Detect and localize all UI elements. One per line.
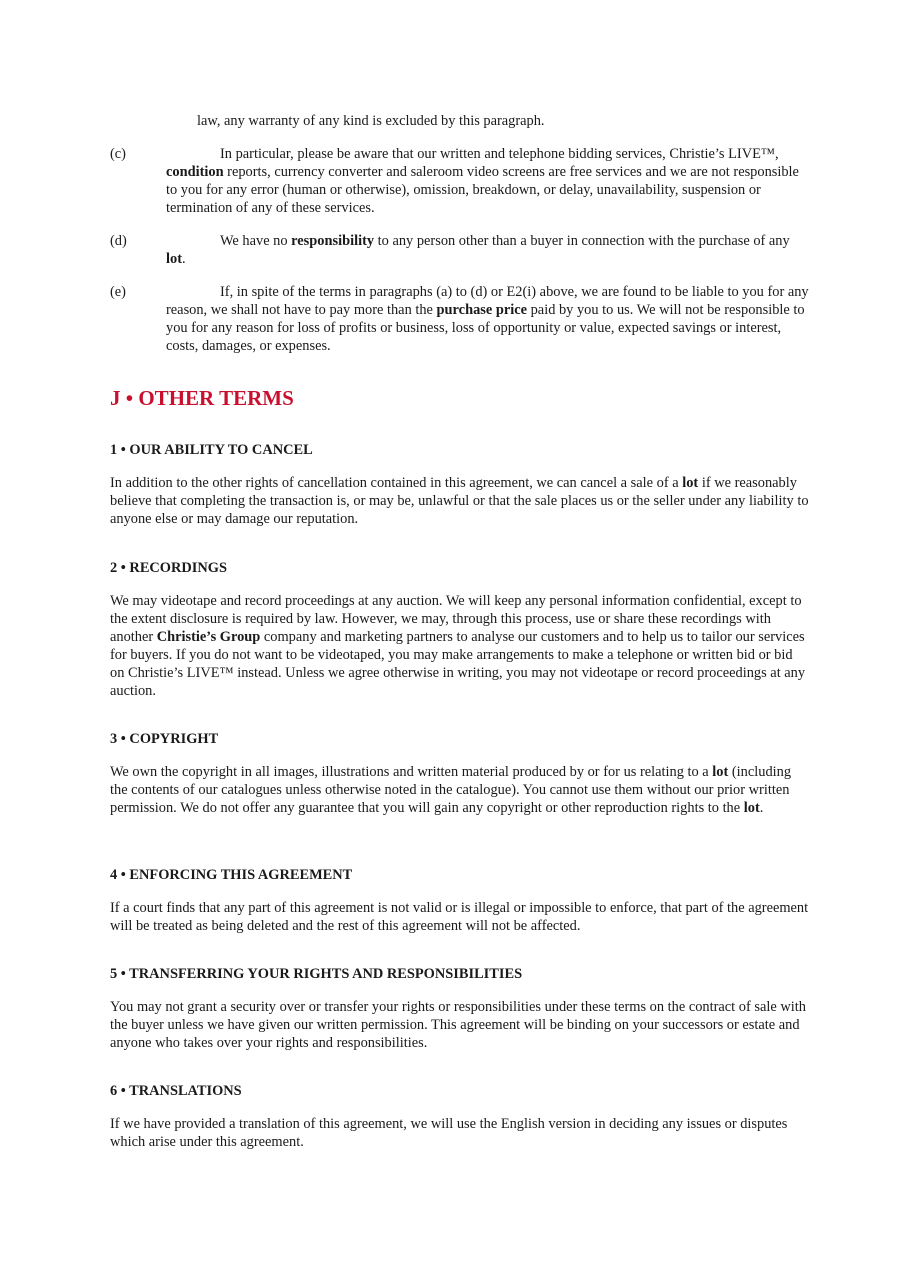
subsection-body: [110, 474, 810, 528]
subsection-body: [110, 998, 810, 1052]
text-run: You may not grant a security over or transfer your rights or responsibilities under these terms on the contract of sale with the buyer unless we have given our written permission. This agreement will be binding on your successors or estate and anyone who takes over your rights and responsibilities.: [110, 999, 806, 1051]
text-run: company and marketing partners to analyse our customers and to help us to tailor our services for buyers. If you do not want to be videotaped, you may make arrangements to make a telephone or written bid or bid on Christie’s LIVE™ instead. Unless we agree otherwise in writing, you may not videotape or record proceedings at any auction.: [110, 629, 806, 699]
clause-item-d: [110, 232, 810, 268]
defined-term: purchase price: [436, 302, 528, 318]
continuation-text: law, any warranty of any kind is excluded by this paragraph.: [197, 113, 545, 129]
text-run: In addition to the other rights of cancellation contained in this agreement, we can cancel a sale of a: [110, 475, 683, 491]
subsection-body: [110, 592, 810, 700]
text-run: (including the contents of our catalogues unless otherwise noted in the catalogue). You cannot use them without our prior written permission. We do not offer any guarantee that you will gain any copyright or other reproduction rights to the: [110, 764, 792, 816]
text-run: If, in spite of the terms in paragraphs (a) to (d) or E2(i) above, we are found to be liable to you for any reason, we shall not have to pay more than the: [166, 284, 809, 318]
defined-term: lot: [166, 251, 182, 267]
clause-text: [166, 232, 810, 268]
defined-term: Christie’s Group: [156, 629, 261, 645]
defined-term: condition: [166, 164, 224, 180]
subsection-title: 2 • RECORDINGS: [110, 560, 227, 576]
text-run: paid by you to us. We will not be responsible to you for any reason for loss of profits or business, loss of opportunity or value, expected savings or interest, costs, damages, or expenses.: [166, 302, 805, 354]
text-run: to any person other than a buyer in connection with the purchase of any: [374, 233, 790, 249]
clause-marker: (e): [110, 284, 126, 300]
text-run: If a court finds that any part of this agreement is not valid or is illegal or impossible to enforce, that part of the agreement will be treated as being deleted and the rest of this agreement will not be affected.: [110, 900, 809, 934]
text-run: We own the copyright in all images, illustrations and written material produced by or for us relating to a: [110, 764, 713, 780]
section-title: J • OTHER TERMS: [110, 386, 294, 410]
text-run: We may videotape and record proceedings at any auction. We will keep any personal information confidential, except to the extent disclosure is required by law. However, we may, through this process, use or share these recordings with another: [110, 593, 802, 645]
text-run: We have no: [220, 233, 292, 249]
subsection-title: 1 • OUR ABILITY TO CANCEL: [110, 442, 313, 458]
text-run: In particular, please be aware that our written and telephone bidding services, Christie’s LIVE™,: [220, 146, 779, 162]
subsection-title: 4 • ENFORCING THIS AGREEMENT: [110, 867, 353, 883]
defined-term: responsibility: [291, 233, 375, 249]
defined-term: lot: [682, 475, 699, 491]
defined-term: lot: [743, 800, 760, 816]
defined-term: lot: [712, 764, 729, 780]
clause-marker: (c): [110, 146, 126, 162]
clause-item-e: [110, 283, 810, 355]
text-run: .: [759, 800, 764, 816]
text-run: If we have provided a translation of this agreement, we will use the English version in deciding any issues or disputes which arise under this agreement.: [110, 1116, 788, 1150]
clause-marker: (d): [110, 233, 127, 249]
subsection-body: [110, 763, 810, 817]
subsection-title: 6 • TRANSLATIONS: [110, 1083, 242, 1099]
clause-text: [166, 283, 810, 355]
text-run: .: [182, 251, 186, 267]
subsection-body: [110, 1115, 810, 1151]
subsection-body: [110, 899, 810, 935]
clause-text: [166, 145, 810, 217]
clause-item-c: [110, 145, 810, 217]
text-run: if we reasonably believe that completing the transaction is, or may be, unlawful or that the sale places us or the seller under any liability to anyone else or may damage our reputation.: [110, 475, 809, 527]
subsection-title: 3 • COPYRIGHT: [110, 731, 219, 747]
text-run: reports, currency converter and saleroom video screens are free services and we are not responsible to you for any error (human or otherwise), omission, breakdown, or delay, unavailability, suspension or termination of any of these services.: [166, 164, 799, 216]
subsection-title: 5 • TRANSFERRING YOUR RIGHTS AND RESPONSIBILITIES: [110, 966, 523, 982]
